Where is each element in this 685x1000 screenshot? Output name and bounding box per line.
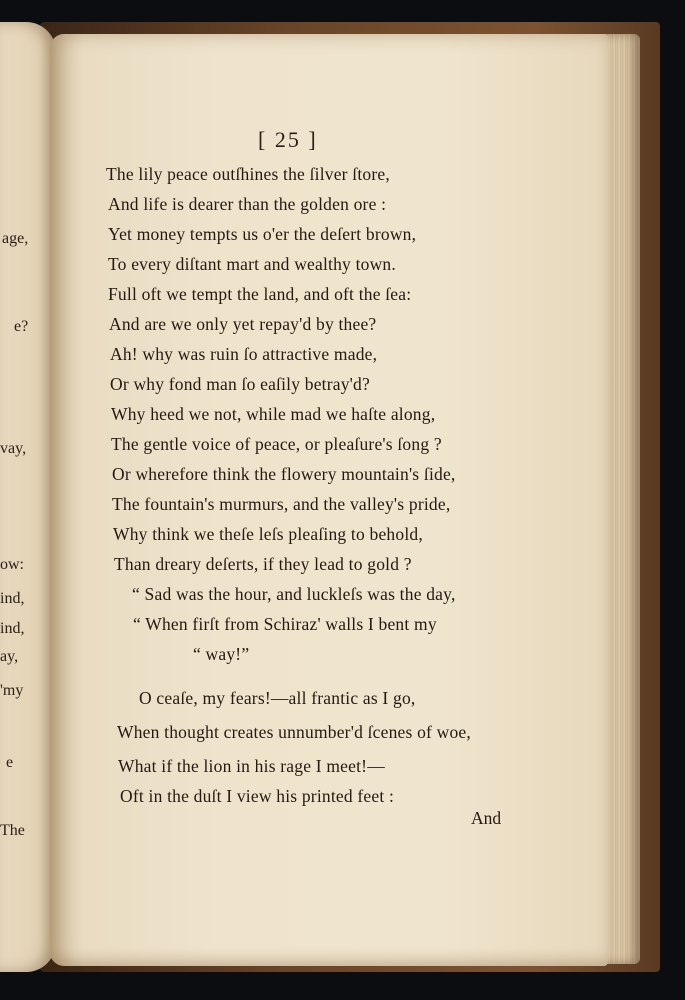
poem-line: Why think we theſe leſs pleaſing to behold, <box>113 524 423 544</box>
poem-line: “ way!” <box>193 644 250 664</box>
facing-line: e <box>6 754 14 771</box>
catchword: And <box>471 808 502 828</box>
poem-line: Why heed we not, while mad we haſte along, <box>111 404 436 424</box>
poem-line: And life is dearer than the golden ore : <box>108 194 387 214</box>
poem-line: Or wherefore think the flowery mountain's ſide, <box>112 464 456 484</box>
poem-line: Than dreary deſerts, if they lead to gold ? <box>114 554 412 574</box>
poem-line: Ah! why was ruin ſo attractive made, <box>110 344 378 364</box>
facing-line: 'my <box>0 682 24 699</box>
facing-line: The <box>0 822 25 839</box>
poem-line: And are we only yet repay'd by thee? <box>109 314 377 334</box>
facing-line: vay, <box>0 440 27 457</box>
facing-line: ay, <box>0 648 19 665</box>
poem-line: O ceaſe, my fears!—all frantic as I go, <box>139 688 416 708</box>
facing-line: e? <box>14 318 29 335</box>
poem-line: Oft in the duſt I view his printed feet : <box>120 786 395 806</box>
poem-line: Or why fond man ſo eaſily betray'd? <box>110 374 370 394</box>
page-number: [ 25 ] <box>258 127 318 152</box>
poem-line: “ Sad was the hour, and luckleſs was the day, <box>132 584 456 604</box>
poem-line: Full oft we tempt the land, and oft the ſea: <box>108 284 412 304</box>
poem-line: What if the lion in his rage I meet!— <box>118 756 385 776</box>
poem-line: When thought creates unnumber'd ſcenes of woe, <box>117 722 471 742</box>
poem-line: “ When firſt from Schiraz' walls I bent my <box>133 614 437 634</box>
facing-line: ow: <box>0 556 24 573</box>
poem-line: Yet money tempts us o'er the deſert brown, <box>108 224 417 244</box>
facing-line: ind, <box>0 620 25 637</box>
facing-line: age, <box>2 230 29 247</box>
poem-line: The gentle voice of peace, or pleaſure's ſong ? <box>111 434 442 454</box>
poem-line: The lily peace outſhines the ſilver ſtore, <box>106 164 390 184</box>
poem-line: The fountain's murmurs, and the valley's pride, <box>112 494 451 514</box>
poem-line: To every diſtant mart and wealthy town. <box>108 254 396 274</box>
facing-page <box>0 22 56 972</box>
facing-line: ind, <box>0 590 25 607</box>
